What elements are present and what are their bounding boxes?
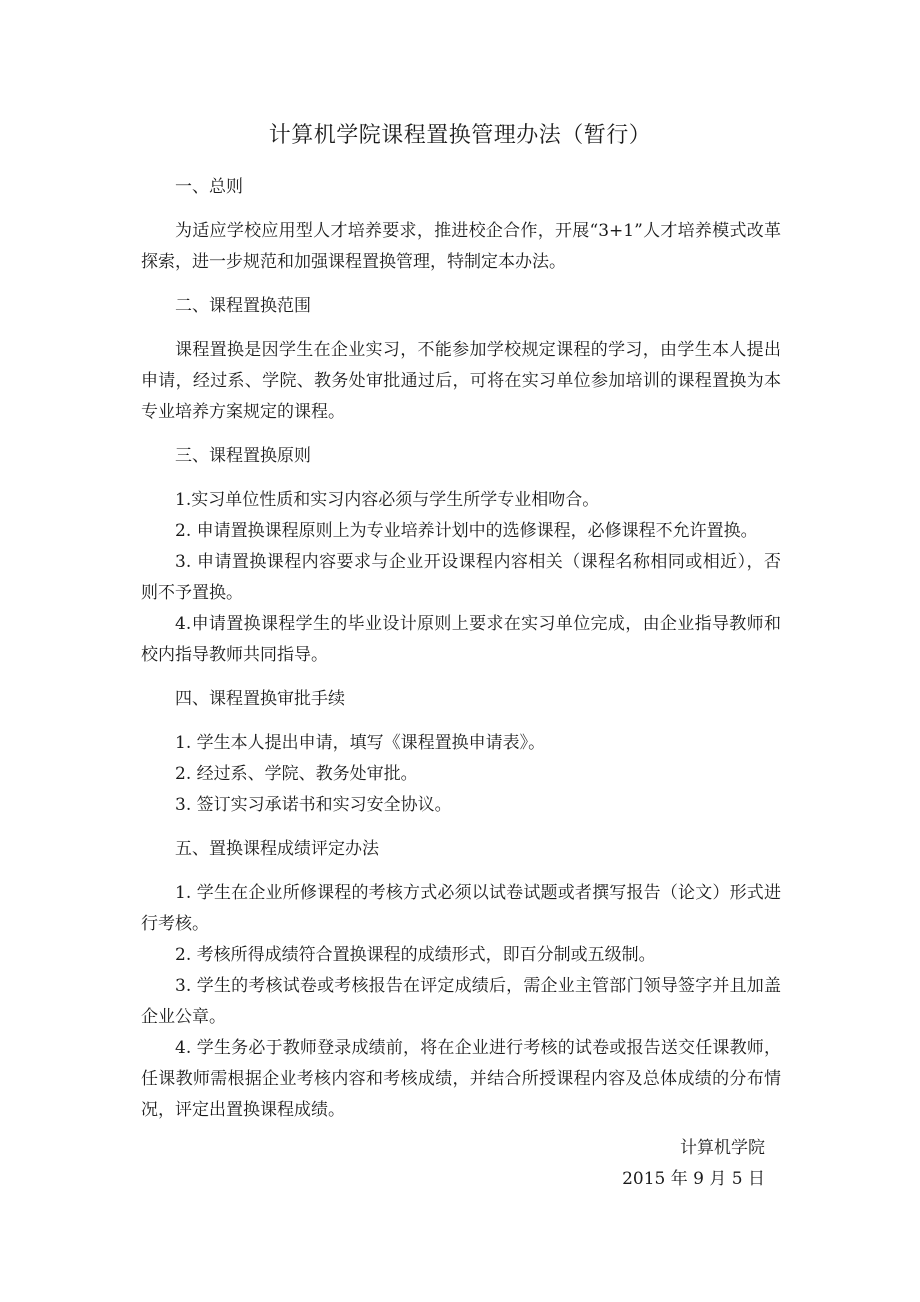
- paragraph: 课程置换是因学生在企业实习，不能参加学校规定课程的学习，由学生本人提出申请，经过系、学院、教务处审批通过后，可将在实习单位参加培训的课程置换为本专业培养方案规定的课程。: [141, 340, 781, 422]
- section-heading: 四、课程置换审批手续: [175, 689, 345, 709]
- list-item: 2. 考核所得成绩符合置换课程的成绩形式，即百分制或五级制。: [175, 945, 656, 965]
- document-title: 计算机学院课程置换管理办法（暂行）: [268, 123, 652, 148]
- list-item: 1.实习单位性质和实习内容必须与学生所学专业相吻合。: [175, 490, 600, 510]
- section-heading: 五、置换课程成绩评定办法: [175, 839, 379, 859]
- list-item: 1. 学生本人提出申请，填写《课程置换申请表》。: [175, 733, 546, 753]
- list-item: 3. 签订实习承诺书和实习安全协议。: [175, 795, 452, 815]
- list-item: 1. 学生在企业所修课程的考核方式必须以试卷试题或者撰写报告（论文）形式进行考核。: [141, 883, 781, 934]
- section-heading: 三、课程置换原则: [175, 446, 311, 466]
- list-item: 4.申请置换课程学生的毕业设计原则上要求在实习单位完成，由企业指导教师和校内指导教师共同指导。: [141, 614, 781, 665]
- list-item: 3. 学生的考核试卷或考核报告在评定成绩后，需企业主管部门领导签字并且加盖企业公章。: [141, 976, 781, 1027]
- signature-date: 2015 年 9 月 5 日: [622, 1169, 765, 1189]
- document-body: [141, 172, 781, 1126]
- list-item: 2. 经过系、学院、教务处审批。: [175, 764, 418, 784]
- list-item: 2. 申请置换课程原则上为专业培养计划中的选修课程，必修课程不允许置换。: [175, 521, 758, 541]
- signature-block: [622, 1133, 765, 1195]
- signature-org: 计算机学院: [680, 1138, 765, 1158]
- paragraph: 为适应学校应用型人才培养要求，推进校企合作，开展“3+1”人才培养模式改革探索，进一步规范和加强课程置换管理，特制定本办法。: [141, 221, 781, 272]
- list-item: 4. 学生务必于教师登录成绩前，将在企业进行考核的试卷或报告送交任课教师，任课教师需根据企业考核内容和考核成绩，并结合所授课程内容及总体成绩的分布情况，评定出置换课程成绩。: [141, 1038, 781, 1120]
- section-heading: 二、课程置换范围: [175, 296, 311, 316]
- list-item: 3. 申请置换课程内容要求与企业开设课程内容相关（课程名称相同或相近），否则不予置换。: [141, 552, 781, 603]
- section-heading: 一、总则: [175, 177, 243, 197]
